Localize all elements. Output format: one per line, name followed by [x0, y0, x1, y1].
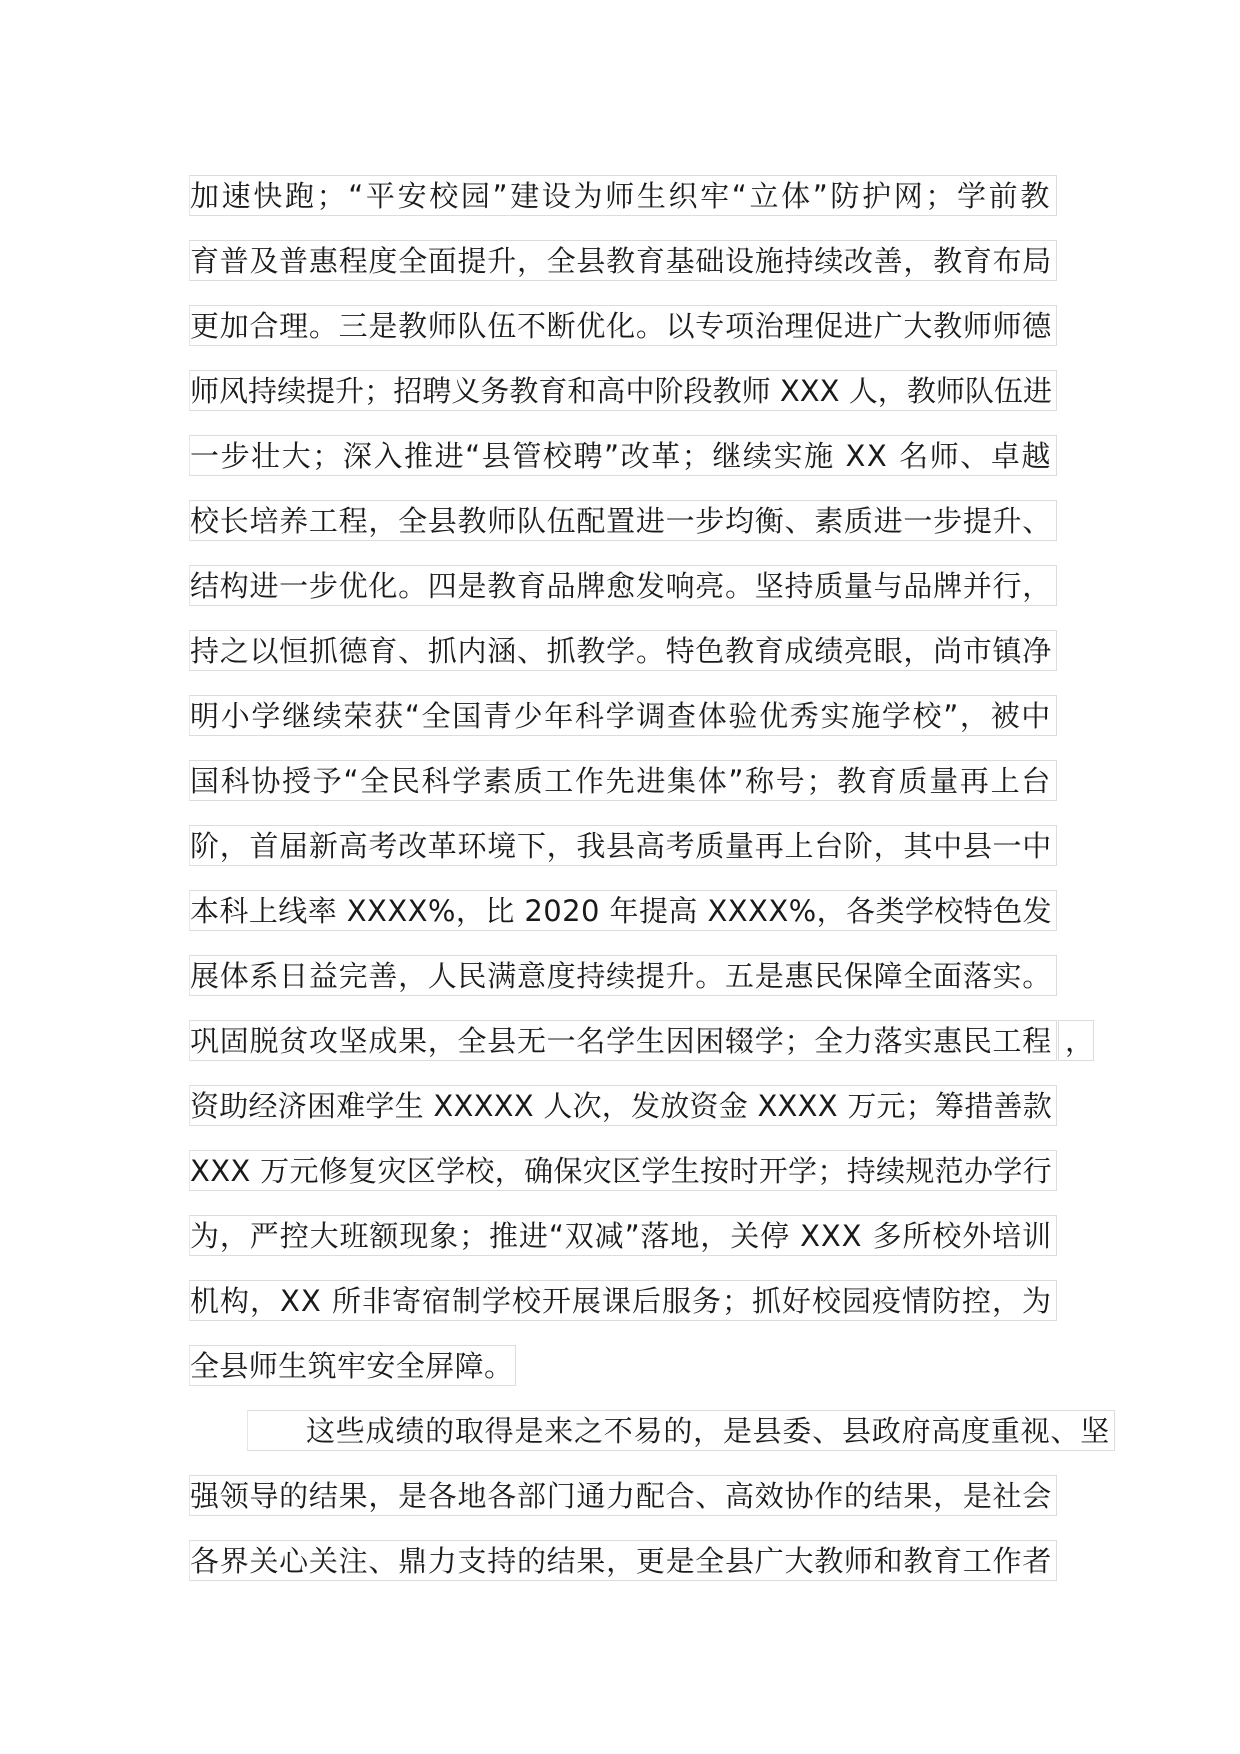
text-line: 结构进一步优化。四是教育品牌愈发响亮。坚持质量与品牌并行，	[189, 565, 1059, 630]
text-line: 更加合理。三是教师队伍不断优化。以专项治理促进广大教师师德	[189, 305, 1059, 370]
paragraph-first-line: 这些成绩的取得是来之不易的，是县委、县政府高度重视、坚	[189, 1410, 1059, 1475]
text-line: 巩固脱贫攻坚成果，全县无一名学生因困辍学；全力落实惠民工程 ，	[189, 1020, 1059, 1085]
text-line: 校长培养工程，全县教师队伍配置进一步均衡、素质进一步提升、	[189, 500, 1059, 565]
text-line: 一步壮大；深入推进“县管校聘”改革；继续实施 XX 名师、卓越	[189, 435, 1059, 500]
text-line: 持之以恒抓德育、抓内涵、抓教学。特色教育成绩亮眼，尚市镇净	[189, 630, 1059, 695]
text-line: 为，严控大班额现象；推进“双减”落地，关停 XXX 多所校外培训	[189, 1215, 1059, 1280]
overhang-punctuation: ，	[1058, 1020, 1094, 1061]
text-line: 国科协授予“全民科学素质工作先进集体”称号；教育质量再上台	[189, 760, 1059, 825]
text-line: 加速快跑；“平安校园”建设为师生织牢“立体”防护网；学前教	[189, 175, 1059, 240]
text-line: 全县师生筑牢安全屏障。	[189, 1345, 1059, 1410]
text-line: 机构，XX 所非寄宿制学校开展课后服务；抓好校园疫情防控，为	[189, 1280, 1059, 1345]
text-line: 阶，首届新高考改革环境下，我县高考质量再上台阶，其中县一中	[189, 825, 1059, 890]
body-text	[189, 175, 1110, 1605]
text-line: 展体系日益完善，人民满意度持续提升。五是惠民保障全面落实。	[189, 955, 1059, 1020]
text-line: 本科上线率 XXXX%，比 2020 年提高 XXXX%，各类学校特色发	[189, 890, 1059, 955]
text-line: 师风持续提升；招聘义务教育和高中阶段教师 XXX 人，教师队伍进	[189, 370, 1059, 435]
text-line: 强领导的结果，是各地各部门通力配合、高效协作的结果，是社会	[189, 1475, 1059, 1540]
text-line: 各界关心关注、鼎力支持的结果，更是全县广大教师和教育工作者	[189, 1540, 1059, 1605]
text-line: 资助经济困难学生 XXXXX 人次，发放资金 XXXX 万元；筹措善款	[189, 1085, 1059, 1150]
text-line: 育普及普惠程度全面提升，全县教育基础设施持续改善，教育布局	[189, 240, 1059, 305]
text-line: 明小学继续荣获“全国青少年科学调查体验优秀实施学校”，被中	[189, 695, 1059, 760]
text-line: XXX 万元修复灾区学校，确保灾区学生按时开学；持续规范办学行	[189, 1150, 1059, 1215]
